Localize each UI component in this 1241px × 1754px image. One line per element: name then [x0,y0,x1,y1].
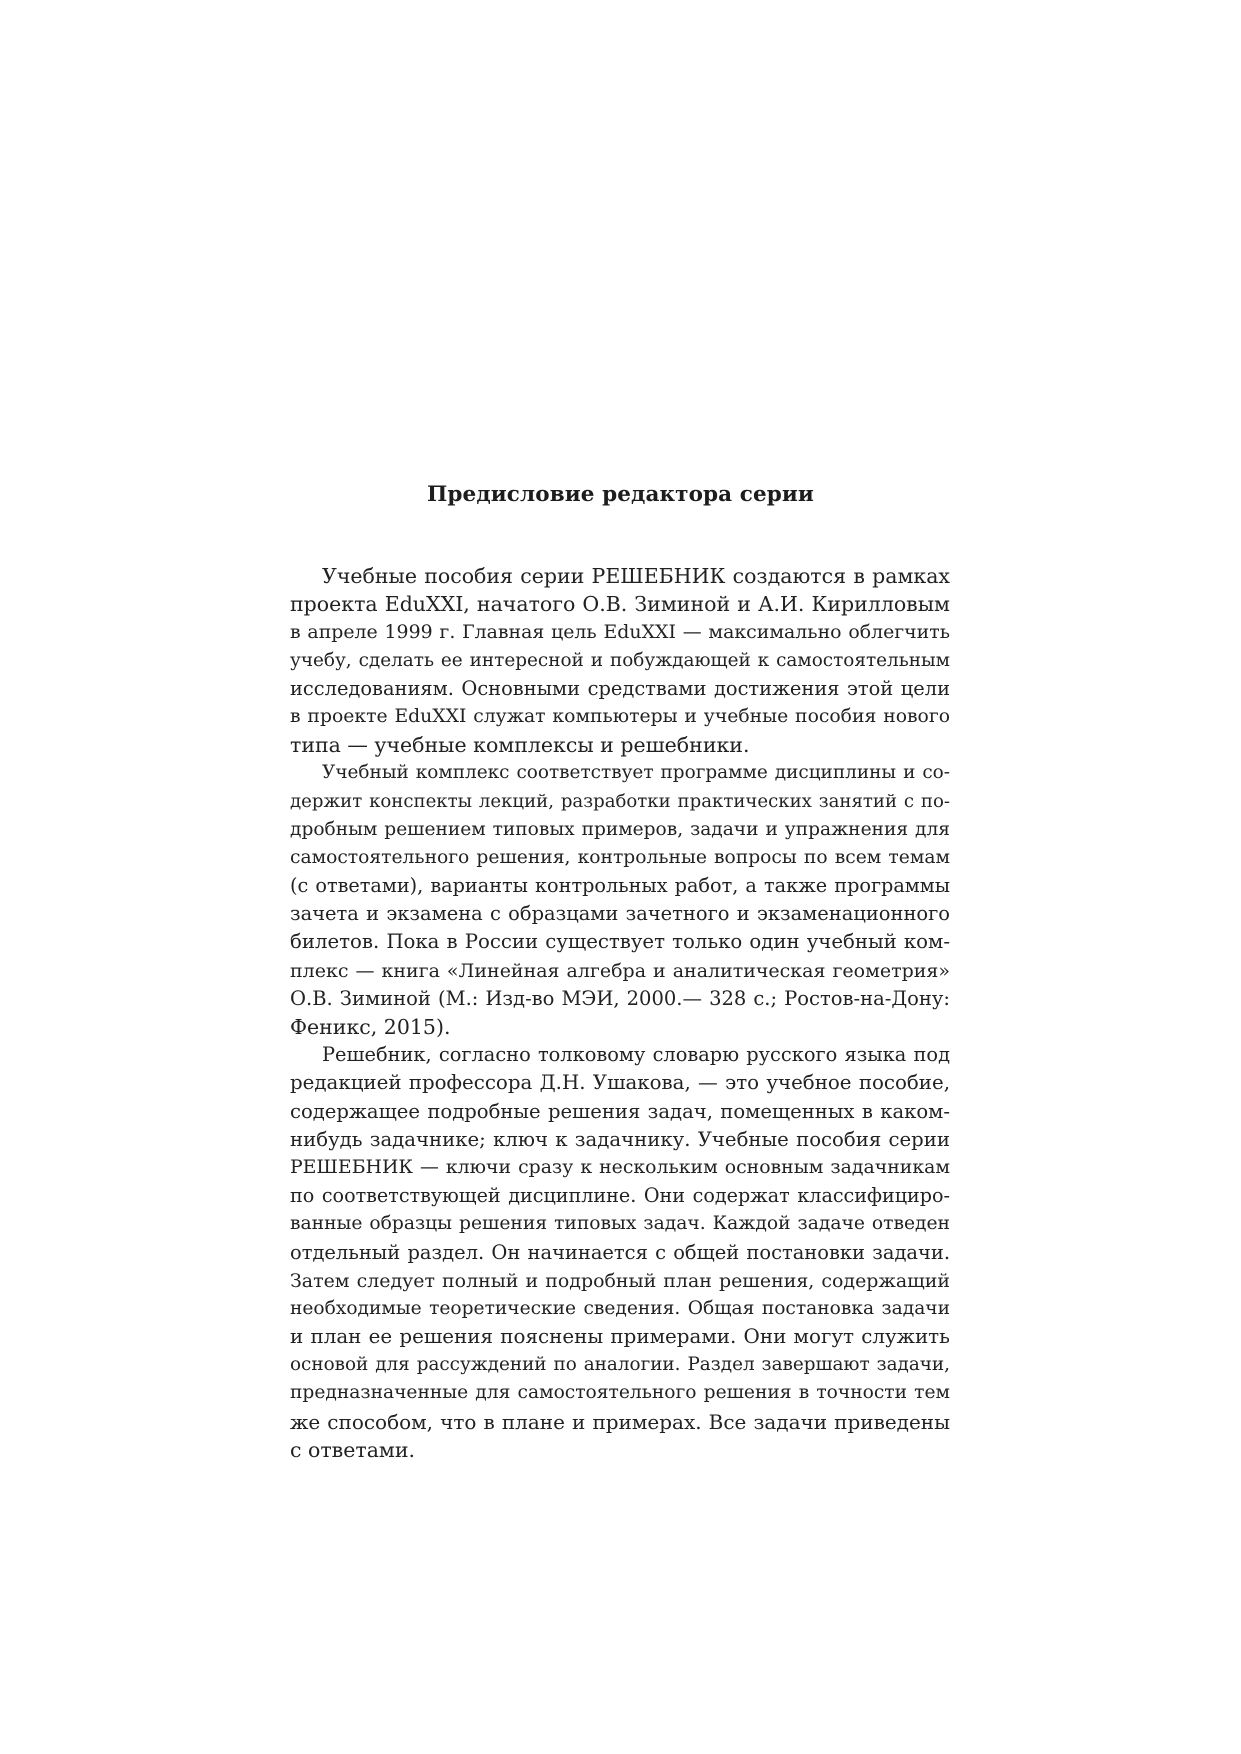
text-line: в апреле 1999 г. Главная цель EduXXI — максимально облегчить [290,621,950,644]
text-line: в проекте EduXXI служат компьютеры и учебные пособия нового [290,705,950,727]
text-line: исследованиям. Основными средствами достижения этой цели [290,676,950,700]
text-line: Затем следует полный и подробный план решения, содержащий [290,1269,950,1292]
text-line: О.В. Зиминой (М.: Изд-во МЭИ, 2000.— 328 с.; Ростов-на-Дону: [290,986,950,1010]
text-line: основой для рассуждений по аналогии. Раздел завершают задачи, [290,1354,950,1376]
text-line: предназначенные для самостоятельного решения в точности тем [290,1382,950,1404]
text-line: Учебные пособия серии РЕШЕБНИК создаются в рамках [322,564,950,588]
text-line: Феникс, 2015). [290,1015,451,1039]
text-line: Решебник, согласно толковому словарю русского языка под [322,1043,950,1067]
text-line: РЕШЕБНИК — ключи сразу к нескольким основным задачникам [290,1156,950,1178]
text-line: по соответствующей дисциплине. Они содержат классифициро- [290,1184,950,1208]
text-line: нибудь задачнике; ключ к задачнику. Учебные пособия серии [290,1127,950,1151]
text-line: и план ее решения пояснены примерами. Они могут служить [290,1325,950,1349]
text-line: же способом, что в плане и примерах. Все задачи приведены [290,1409,950,1434]
text-line: с ответами. [290,1437,416,1462]
body-text [290,562,950,1464]
text-line: необходимые теоретические сведения. Общая постановка задачи [290,1297,950,1319]
text-line: редакцией профессора Д.Н. Ушакова, — это учебное пособие, [290,1071,950,1095]
page-title: Предисловие редактора серии [427,482,814,507]
text-line: дробным решением типовых примеров, задачи и упражнения для [290,818,950,840]
text-line: билетов. Пока в России существует только один учебный ком- [290,930,950,954]
text-line: (с ответами), варианты контрольных работ, а также программы [290,874,950,898]
text-line: учебу, сделать ее интересной и побуждающей к самостоятельным [290,649,950,671]
text-line: зачета и экзамена с образцами зачетного и экзаменационного [290,902,950,926]
text-line: ванные образцы решения типовых задач. Каждой задаче отведен [290,1213,950,1235]
paragraph-2 [290,759,950,1041]
text-line: самостоятельного решения, контрольные вопросы по всем темам [290,846,950,868]
text-line: проекта EduXXI, начатого О.В. Зиминой и А.И. Кирилловым [290,592,950,617]
text-line: плекс — книга «Линейная алгебра и аналитическая геометрия» [290,959,950,982]
text-line: держит конспекты лекций, разработки практических занятий с по- [290,790,950,812]
text-line: типа — учебные комплексы и решебники. [290,733,750,758]
text-line: отдельный раздел. Он начинается с общей постановки задачи. [290,1240,950,1264]
text-line: содержащее подробные решения задач, помещенных в каком- [290,1099,950,1123]
text-line: Учебный комплекс соответствует программе дисциплины и со- [322,762,950,784]
paragraph-1 [290,562,950,759]
paragraph-3 [290,1041,950,1464]
